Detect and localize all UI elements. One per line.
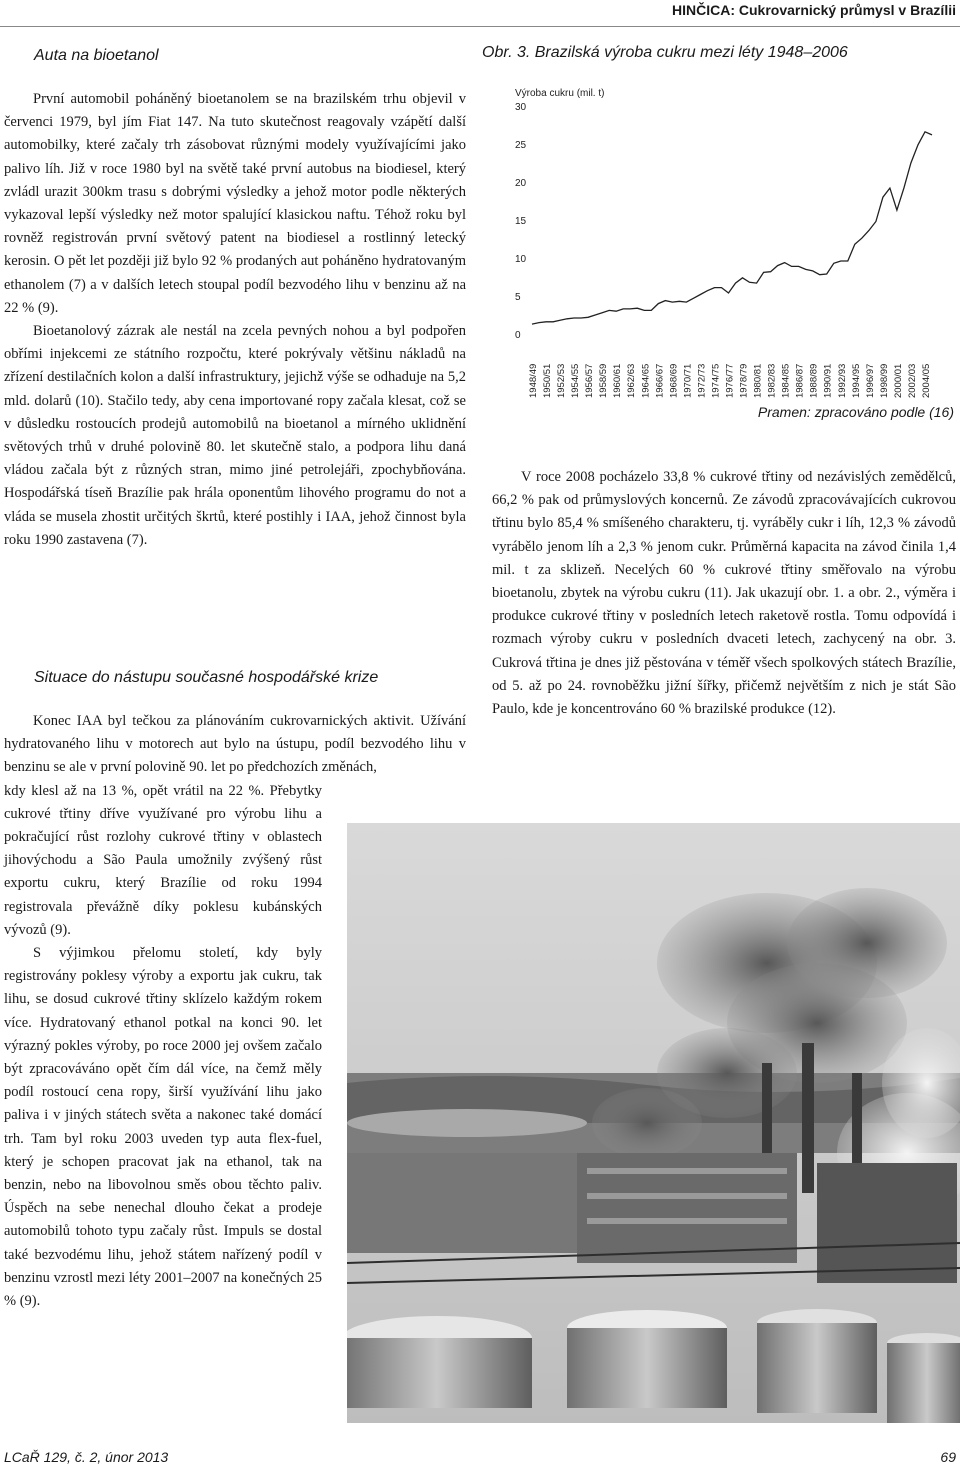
y-tick-label: 25 — [515, 140, 527, 151]
y-tick-label: 15 — [515, 216, 527, 227]
paragraph: Bioetanolový zázrak ale nestál na zcela pevných nohou a byl podpořen obřími injekcemi ze státního rozpočtu, které pokrývaly většinu nákladů na zřízení destilačních kolon a další infrastruktury, jejichž výše se odhaduje na 5,2 mld. dolarů (10). Stačilo tedy, aby cena importované ropy začala klesat, což se v důsledku rostoucích prodejů automobilů na bioetanol a mírného uklidnění světových trhů v druhé polovině 80. let skutečně stalo, a podpora lihu daná vládou začala být z různých stran, mimo jiné petrolejáři, zpochybňována. Hospodářská tíseň Brazílie pak hrála oponentům lihového programu do not a vláda se musela zhostit určitých škrtů, které postihly i IAA, jehož činnost byla roku 1990 zastavena (7). — [4, 323, 466, 548]
y-axis-label: Výroba cukru (mil. t) — [515, 88, 605, 99]
y-tick-label: 30 — [515, 102, 527, 113]
footer-journal: LCaŘ 129, č. 2, únor 2013 — [4, 1449, 169, 1465]
section-heading-bioethanol-cars: Auta na bioetanol — [34, 47, 159, 64]
x-tick-label: 1976/77 — [724, 363, 736, 398]
x-tick-label: 1996/97 — [864, 363, 876, 398]
x-tick-label: 2004/05 — [920, 363, 932, 398]
x-tick-label: 1982/83 — [766, 363, 778, 398]
x-tick-label: 1954/55 — [570, 363, 582, 398]
y-tick-label: 20 — [515, 178, 527, 189]
x-tick-label: 2002/03 — [906, 363, 918, 398]
x-tick-label: 1980/81 — [752, 363, 764, 398]
x-tick-label: 1974/75 — [710, 363, 722, 398]
figure-source: Pramen: zpracováno podle (16) — [757, 404, 954, 420]
x-tick-label: 1968/69 — [668, 363, 680, 398]
paragraph-continued: kdy klesl až na 13 %, opět vrátil na 22 %. Přebytky cukrové třtiny dříve využívané pro výrobu lihu a pokračující růst rozlohy cukrové třtiny v oblastech jihovýchodu a São Paula umožnily zvýšený růst exportu cukru, který Brazílie od roku 1994 registrovala převážně díky poklesu kubánských vývozů (9). — [4, 782, 322, 938]
footer-page-number: 69 — [940, 1449, 956, 1465]
series-line-sugar-production — [532, 132, 932, 324]
x-tick-label: 1972/73 — [696, 363, 708, 398]
x-tick-label: 1960/61 — [612, 363, 624, 398]
x-tick-label: 1978/79 — [738, 363, 750, 398]
photo-illustration — [347, 823, 960, 1423]
running-head — [0, 0, 960, 27]
sugar-production-chart — [492, 80, 960, 400]
figure-caption: Obr. 3. Brazilská výroba cukru mezi léty 1948–2006 — [482, 44, 848, 61]
x-tick-label: 2000/01 — [892, 363, 904, 398]
x-tick-label: 1952/53 — [556, 363, 568, 398]
y-tick-label: 10 — [515, 254, 527, 265]
paragraph: S výjimkou přelomu století, kdy byly registrovány poklesy výroby a exportu jak cukru, tak lihu, se dosud cukrové třtiny sklízelo každým rokem více. Hydratovaný ethanol potkal na konci 90. let výrazný pokles výroby, po roce 2000 jej ovšem začalo být zpracováváno opět čím dál více, na čemž měly podíl rostoucí cena ropy, širší využívání lihu jako paliva i v jiných státech světa a nakonec také domácí trh. Tam byl roku 2003 uveden typ auta flex-fuel, který je schopen pracovat jak na ethanol, tak na benzin, nebo na libovolnou směs obou těchto paliv. Úspěch na sebe nenechal dlouho čekat a prodeje automobilů tohoto typu začaly růst. Impuls se dostal také bezvodému lihu, jehož státem nařízený podíl v benzinu vzrostl mezi léty 2001–2007 na konečných 25 % (9). — [4, 945, 322, 1310]
paragraph: První automobil poháněný bioetanolem se na brazilském trhu objevil v červenci 1979, byl jím Fiat 147. Na tuto skutečnost reagovaly vzápětí další automobilky, které začaly trh zásobovat různými modely využívajícími jako palivo líh. Již v roce 1980 byl na světě také první autobus na biodiesel, který zvládl urazit 300km trasu s dobrými výsledky a jehož motor podle některých vykazoval lepší výsledky než motor spalující klasickou naftu. Téhož roku byl rovněž registrován první světový patent na biodiesel a rostlinný letecký kerosin. O pět let později již bylo 92 % prodaných aut poháněno hydratovaným ethanolem (7) a v dalších letech stoupal podíl bezvodého lihu v benzinu až na 22 % (9). — [4, 91, 466, 316]
y-tick-label: 5 — [515, 292, 521, 303]
x-tick-label: 1998/99 — [878, 363, 890, 398]
right-column-text — [492, 466, 956, 721]
sugar-mill-photo — [347, 823, 960, 1423]
x-tick-label: 1970/71 — [682, 363, 694, 398]
chart-svg — [492, 80, 960, 400]
left-column-text-1 — [4, 88, 466, 552]
x-tick-label: 1990/91 — [822, 363, 834, 398]
x-tick-label: 1950/51 — [542, 363, 554, 398]
x-tick-label: 1962/63 — [626, 363, 638, 398]
x-tick-label: 1994/95 — [850, 363, 862, 398]
running-head-title: HINČICA: Cukrovarnický průmysl v Brazílii — [672, 2, 956, 18]
x-tick-label: 1988/89 — [808, 363, 820, 398]
x-tick-label: 1984/85 — [780, 363, 792, 398]
x-tick-label: 1966/67 — [654, 363, 666, 398]
x-tick-label: 1992/93 — [836, 363, 848, 398]
x-tick-label: 1964/65 — [640, 363, 652, 398]
paragraph: V roce 2008 pocházelo 33,8 % cukrové třtiny od nezávislých zemědělců, 66,2 % pak od průmyslových koncernů. Ze závodů zpracovávajících cukrovou třtinu bylo 85,4 % smíšeného charakteru, tj. vyráběly cukr i líh, 12,3 % závodů vyrábělo jenom líh a 2,3 % jenom cukr. Průměrná kapacita na závod činila 1,4 mil. t za sklizeň. Necelých 60 % cukrové třtiny směřovalo na výrobu bioetanolu, zbytek na výrobu cukru (11). Jak ukazují obr. 1. a obr. 2., výměra i produkce cukrové třtiny v posledních letech raketově rostla. Tomu odpovídá i rozmach výroby cukru v posledních dvaceti letech, zachycený na obr. 3. Cukrová třtina je dnes již pěstována v téměř všech spolkových státech Brazílie, od 5. až po 24. rovnoběžku jižní šířky, přičemž největším z nich je stát São Paulo, kde je koncentrováno 60 % brazilské produkce (12). — [492, 469, 956, 718]
y-tick-label: 0 — [515, 330, 521, 341]
x-tick-label: 1948/49 — [528, 363, 539, 398]
x-tick-label: 1958/59 — [598, 363, 610, 398]
paragraph: Konec IAA byl tečkou za plánováním cukrovarnických aktivit. Užívání hydratovaného lihu v motorech aut bylo na ústupu, podíl bezvodého lihu v benzinu se ale v první polovině 90. let po předchozích změnách, — [4, 713, 466, 776]
section-heading-situation: Situace do nástupu současné hospodářské krize — [34, 669, 379, 686]
x-tick-label: 1956/57 — [584, 363, 596, 398]
x-tick-label: 1986/87 — [794, 363, 806, 398]
